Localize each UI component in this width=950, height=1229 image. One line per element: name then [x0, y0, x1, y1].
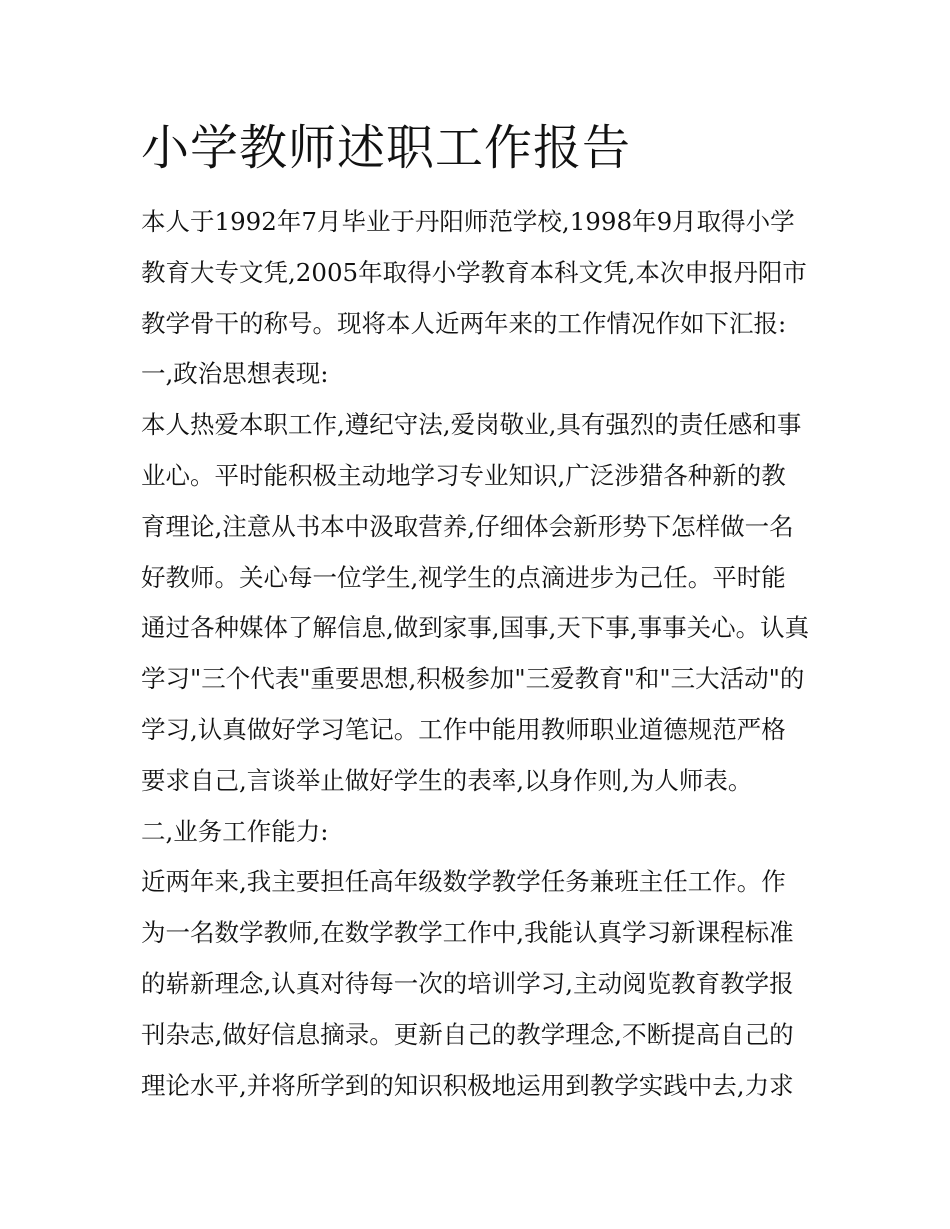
text-line: 本人热爱本职工作,遵纪守法,爱岗敬业,具有强烈的责任感和事: [141, 410, 802, 440]
text-line: 近两年来,我主要担任高年级数学教学任务兼班主任工作。作: [141, 867, 786, 897]
section-heading: 一,政治思想表现:: [141, 359, 329, 389]
text-line: 理论水平,并将所学到的知识积极地运用到教学实践中去,力求: [141, 1070, 794, 1100]
text-line: 的崭新理念,认真对待每一次的培训学习,主动阅览教育教学报: [141, 968, 794, 998]
text-line: 学习,认真做好学习笔记。工作中能用教师职业道德规范严格: [141, 714, 786, 744]
text-line: 好教师。关心每一位学生,视学生的点滴进步为己任。平时能: [141, 562, 786, 592]
text-line: 学习"三个代表"重要思想,积极参加"三爱教育"和"三大活动"的: [141, 664, 805, 694]
text-line: 要求自己,言谈举止做好学生的表率,以身作则,为人师表。: [141, 765, 753, 795]
section-heading: 二,业务工作能力:: [141, 816, 329, 846]
text-line: 为一名数学教师,在数学教学工作中,我能认真学习新课程标准: [141, 918, 794, 948]
document-body: [141, 197, 821, 1111]
text-line: 教育大专文凭,2005年取得小学教育本科文凭,本次申报丹阳市: [141, 257, 807, 287]
document-title: 小学教师述职工作报告: [141, 120, 632, 176]
text-line: 育理论,注意从书本中汲取营养,仔细体会新形势下怎样做一名: [141, 511, 794, 541]
text-line: 通过各种媒体了解信息,做到家事,国事,天下事,事事关心。认真: [141, 613, 810, 643]
text-line: 业心。平时能积极主动地学习专业知识,广泛涉猎各种新的教: [141, 460, 786, 490]
text-line: 本人于1992年7月毕业于丹阳师范学校,1998年9月取得小学: [141, 207, 795, 236]
text-line: 刊杂志,做好信息摘录。更新自己的教学理念,不断提高自己的: [141, 1019, 794, 1049]
text-line: 教学骨干的称号。现将本人近两年来的工作情况作如下汇报:: [141, 308, 787, 338]
